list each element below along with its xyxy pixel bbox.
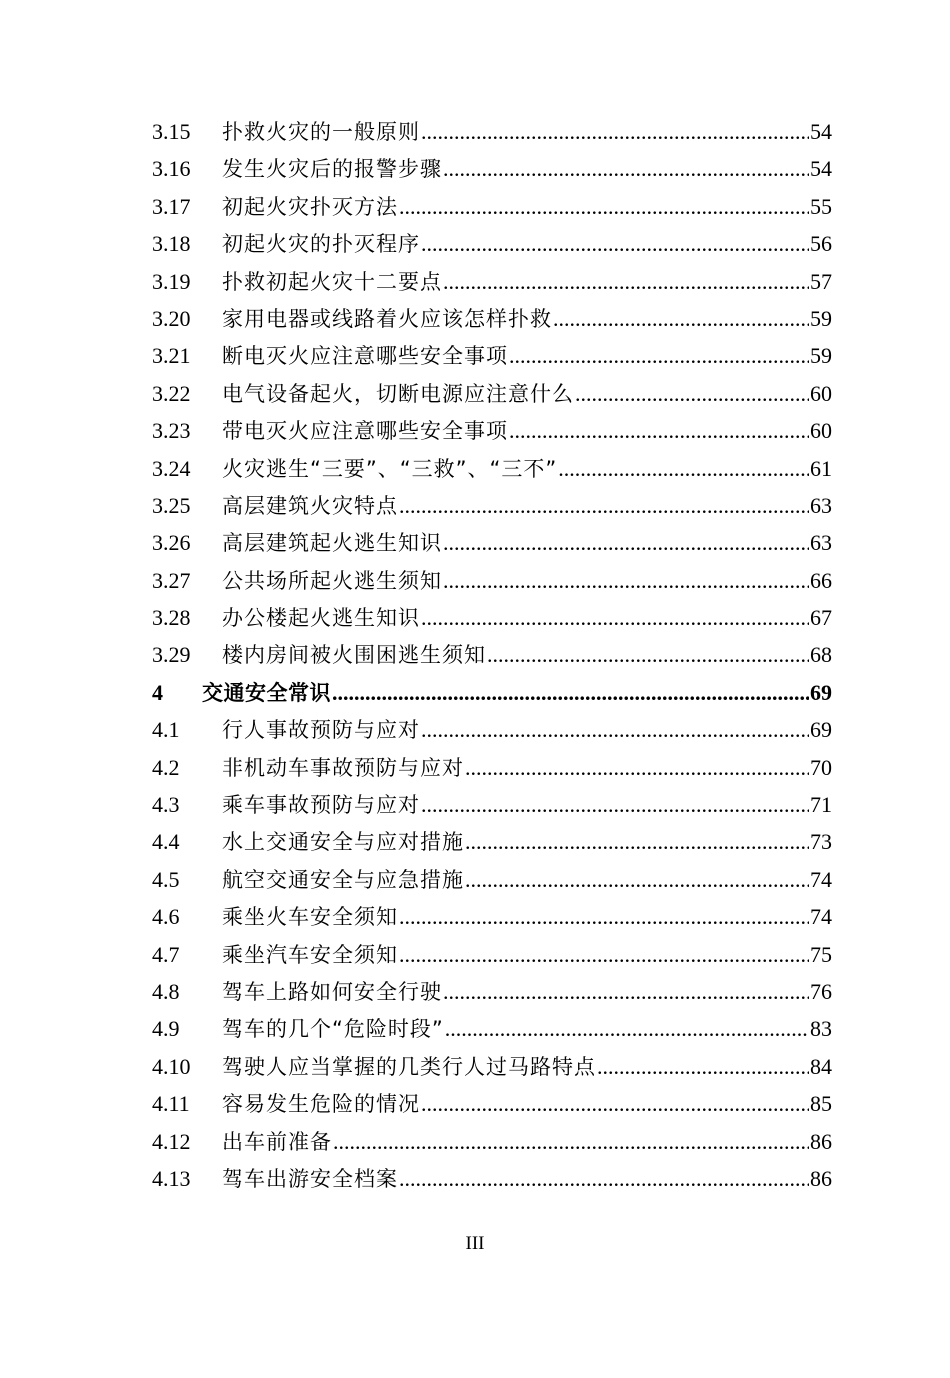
toc-entry-page: 83 (810, 1016, 832, 1042)
toc-entry-number: 4.11 (152, 1091, 190, 1117)
toc-entry-title: 火灾逃生“三要”、“三救”、“三不” (222, 456, 558, 481)
toc-entry-title: 初起火灾扑灭方法 (222, 194, 398, 219)
toc-entry-page: 59 (810, 305, 832, 331)
toc-entry[interactable] (152, 1085, 832, 1122)
toc-entry-title: 高层建筑起火逃生知识 (222, 531, 442, 556)
toc-entry-number: 4.9 (152, 1016, 180, 1042)
toc-entry-title: 楼内房间被火围困逃生须知 (222, 643, 486, 668)
toc-entry[interactable] (152, 225, 832, 262)
toc-entry-page: 67 (810, 605, 832, 631)
toc-entry[interactable] (152, 113, 832, 150)
toc-entry-title: 驾车的几个“危险时段” (222, 1017, 444, 1042)
toc-entry[interactable] (152, 1123, 832, 1160)
toc-entry[interactable] (152, 786, 832, 823)
toc-leader-dots (465, 749, 809, 786)
toc-entry-number: 4.5 (152, 866, 180, 892)
toc-entry-page: 59 (810, 343, 832, 369)
toc-entry-number: 3.22 (152, 380, 191, 406)
toc-entry[interactable] (152, 487, 832, 524)
toc-entry-number: 3.18 (152, 231, 191, 257)
toc-leader-dots (558, 450, 809, 487)
toc-entry-number: 3.23 (152, 418, 191, 444)
toc-leader-dots (465, 861, 809, 898)
toc-entry-page: 63 (810, 492, 832, 518)
toc-entry-page: 56 (810, 231, 832, 257)
toc-entry-page: 55 (810, 193, 832, 219)
toc-entry[interactable] (152, 749, 832, 786)
toc-entry-title: 扑救火灾的一般原则 (222, 120, 420, 144)
toc-leader-dots (465, 823, 809, 860)
toc-leader-dots (443, 973, 809, 1010)
toc-chapter-number: 4 (152, 679, 163, 705)
toc-entry-title: 航空交通安全与应急措施 (222, 867, 464, 892)
toc-leader-dots (445, 1010, 809, 1047)
toc-entry-title: 行人事故预防与应对 (222, 718, 420, 743)
toc-chapter-page: 69 (810, 679, 832, 705)
toc-entry-title: 带电灭火应注意哪些安全事项 (222, 419, 508, 444)
toc-entry[interactable] (152, 711, 832, 748)
toc-entry-number: 4.13 (152, 1165, 191, 1191)
toc-leader-dots (421, 786, 809, 823)
toc-entry-number: 4.12 (152, 1128, 191, 1154)
toc-chapter-entry[interactable] (152, 674, 832, 711)
toc-entry-title: 办公楼起火逃生知识 (222, 606, 420, 631)
toc-entry[interactable] (152, 898, 832, 935)
toc-entry[interactable] (152, 599, 832, 636)
toc-entry-number: 3.16 (152, 156, 191, 182)
toc-entry-page: 74 (810, 866, 832, 892)
toc-entry[interactable] (152, 936, 832, 973)
toc-entry-number: 3.26 (152, 530, 191, 556)
toc-entry-page: 63 (810, 530, 832, 556)
toc-leader-dots (421, 599, 809, 636)
toc-entry-page: 74 (810, 904, 832, 930)
toc-entry[interactable] (152, 450, 832, 487)
toc-entry-title: 初起火灾的扑灭程序 (222, 232, 420, 257)
toc-entry-page: 61 (810, 455, 832, 481)
toc-entry[interactable] (152, 861, 832, 898)
toc-entry[interactable] (152, 188, 832, 225)
toc-leader-dots (553, 300, 809, 337)
toc-entry-page: 54 (810, 156, 832, 182)
toc-entry[interactable] (152, 823, 832, 860)
toc-entry-page: 85 (810, 1091, 832, 1117)
toc-entry[interactable] (152, 636, 832, 673)
toc-entry-title: 驾车出游安全档案 (222, 1166, 398, 1191)
page-number: III (465, 1233, 485, 1254)
toc-entry-page: 71 (810, 792, 832, 818)
toc-entry[interactable] (152, 412, 832, 449)
toc-entry-number: 3.21 (152, 343, 191, 369)
toc-entry-page: 86 (810, 1128, 832, 1154)
toc-leader-dots (332, 674, 809, 711)
toc-leader-dots (443, 150, 809, 187)
toc-entry-number: 4.2 (152, 754, 180, 780)
toc-leader-dots (443, 524, 809, 561)
toc-leader-dots (443, 562, 809, 599)
toc-entry-number: 3.15 (152, 119, 191, 144)
toc-entry-number: 3.25 (152, 492, 191, 518)
toc-entry[interactable] (152, 375, 832, 412)
toc-entry-number: 3.27 (152, 567, 191, 593)
toc-leader-dots (399, 188, 809, 225)
toc-entry-number: 3.28 (152, 605, 191, 631)
toc-leader-dots (597, 1048, 809, 1085)
toc-entry[interactable] (152, 1160, 832, 1197)
toc-entry-title: 高层建筑火灾特点 (222, 493, 398, 518)
toc-entry[interactable] (152, 263, 832, 300)
toc-leader-dots (575, 375, 809, 412)
toc-entry-title: 水上交通安全与应对措施 (222, 830, 464, 855)
toc-entry-number: 3.29 (152, 642, 191, 668)
table-of-contents (152, 113, 832, 1197)
toc-entry[interactable] (152, 524, 832, 561)
toc-entry-number: 3.19 (152, 268, 191, 294)
toc-leader-dots (399, 898, 809, 935)
toc-entry[interactable] (152, 300, 832, 337)
toc-entry-number: 4.10 (152, 1053, 191, 1079)
toc-leader-dots (509, 337, 809, 374)
toc-entry[interactable] (152, 1048, 832, 1085)
toc-entry-page: 57 (810, 268, 832, 294)
toc-entry-title: 驾驶人应当掌握的几类行人过马路特点 (222, 1054, 596, 1079)
toc-entry-number: 3.24 (152, 455, 191, 481)
toc-leader-dots (443, 263, 809, 300)
toc-entry-title: 出车前准备 (222, 1129, 332, 1154)
toc-entry-page: 60 (810, 380, 832, 406)
toc-leader-dots (421, 225, 809, 262)
toc-entry-number: 4.1 (152, 717, 180, 743)
toc-entry-number: 4.6 (152, 904, 180, 930)
toc-entry-title: 发生火灾后的报警步骤 (222, 157, 442, 182)
toc-entry-title: 驾车上路如何安全行驶 (222, 979, 442, 1004)
toc-leader-dots (399, 1160, 809, 1197)
toc-entry-page: 60 (810, 418, 832, 444)
toc-entry-page: 54 (810, 119, 832, 144)
toc-entry-title: 断电灭火应注意哪些安全事项 (222, 344, 508, 369)
toc-entry-title: 乘坐火车安全须知 (222, 905, 398, 930)
toc-entry-page: 73 (810, 829, 832, 855)
toc-entry-number: 4.4 (152, 829, 180, 855)
toc-entry-page: 75 (810, 941, 832, 967)
toc-leader-dots (333, 1123, 809, 1160)
toc-entry-title: 非机动车事故预防与应对 (222, 755, 464, 780)
toc-entry[interactable] (152, 973, 832, 1010)
toc-entry-title: 乘坐汽车安全须知 (222, 942, 398, 967)
toc-entry-page: 66 (810, 567, 832, 593)
toc-leader-dots (399, 487, 809, 524)
toc-entry-page: 68 (810, 642, 832, 668)
toc-entry-page: 86 (810, 1165, 832, 1191)
toc-chapter-title: 交通安全常识 (202, 680, 331, 705)
toc-leader-dots (509, 412, 809, 449)
toc-entry[interactable] (152, 337, 832, 374)
toc-entry-page: 76 (810, 978, 832, 1004)
toc-entry-title: 公共场所起火逃生须知 (222, 568, 442, 593)
toc-leader-dots (399, 936, 809, 973)
toc-leader-dots (421, 1085, 809, 1122)
toc-leader-dots (421, 711, 809, 748)
toc-entry-page: 70 (810, 754, 832, 780)
toc-entry-page: 69 (810, 717, 832, 743)
toc-entry-number: 4.3 (152, 792, 180, 818)
toc-entry-number: 4.7 (152, 941, 180, 967)
toc-entry-number: 3.17 (152, 193, 191, 219)
toc-entry-page: 84 (810, 1053, 832, 1079)
toc-entry-title: 电气设备起火，切断电源应注意什么 (222, 381, 574, 406)
toc-leader-dots (487, 636, 809, 673)
toc-entry-title: 家用电器或线路着火应该怎样扑救 (222, 306, 552, 331)
toc-entry[interactable] (152, 150, 832, 187)
toc-entry-title: 乘车事故预防与应对 (222, 793, 420, 818)
toc-entry-number: 3.20 (152, 305, 191, 331)
toc-entry-number: 4.8 (152, 978, 180, 1004)
toc-entry-title: 容易发生危险的情况 (222, 1092, 420, 1117)
toc-entry[interactable] (152, 562, 832, 599)
toc-leader-dots (421, 113, 809, 150)
toc-entry-title: 扑救初起火灾十二要点 (222, 269, 442, 294)
toc-entry[interactable] (152, 1010, 832, 1047)
